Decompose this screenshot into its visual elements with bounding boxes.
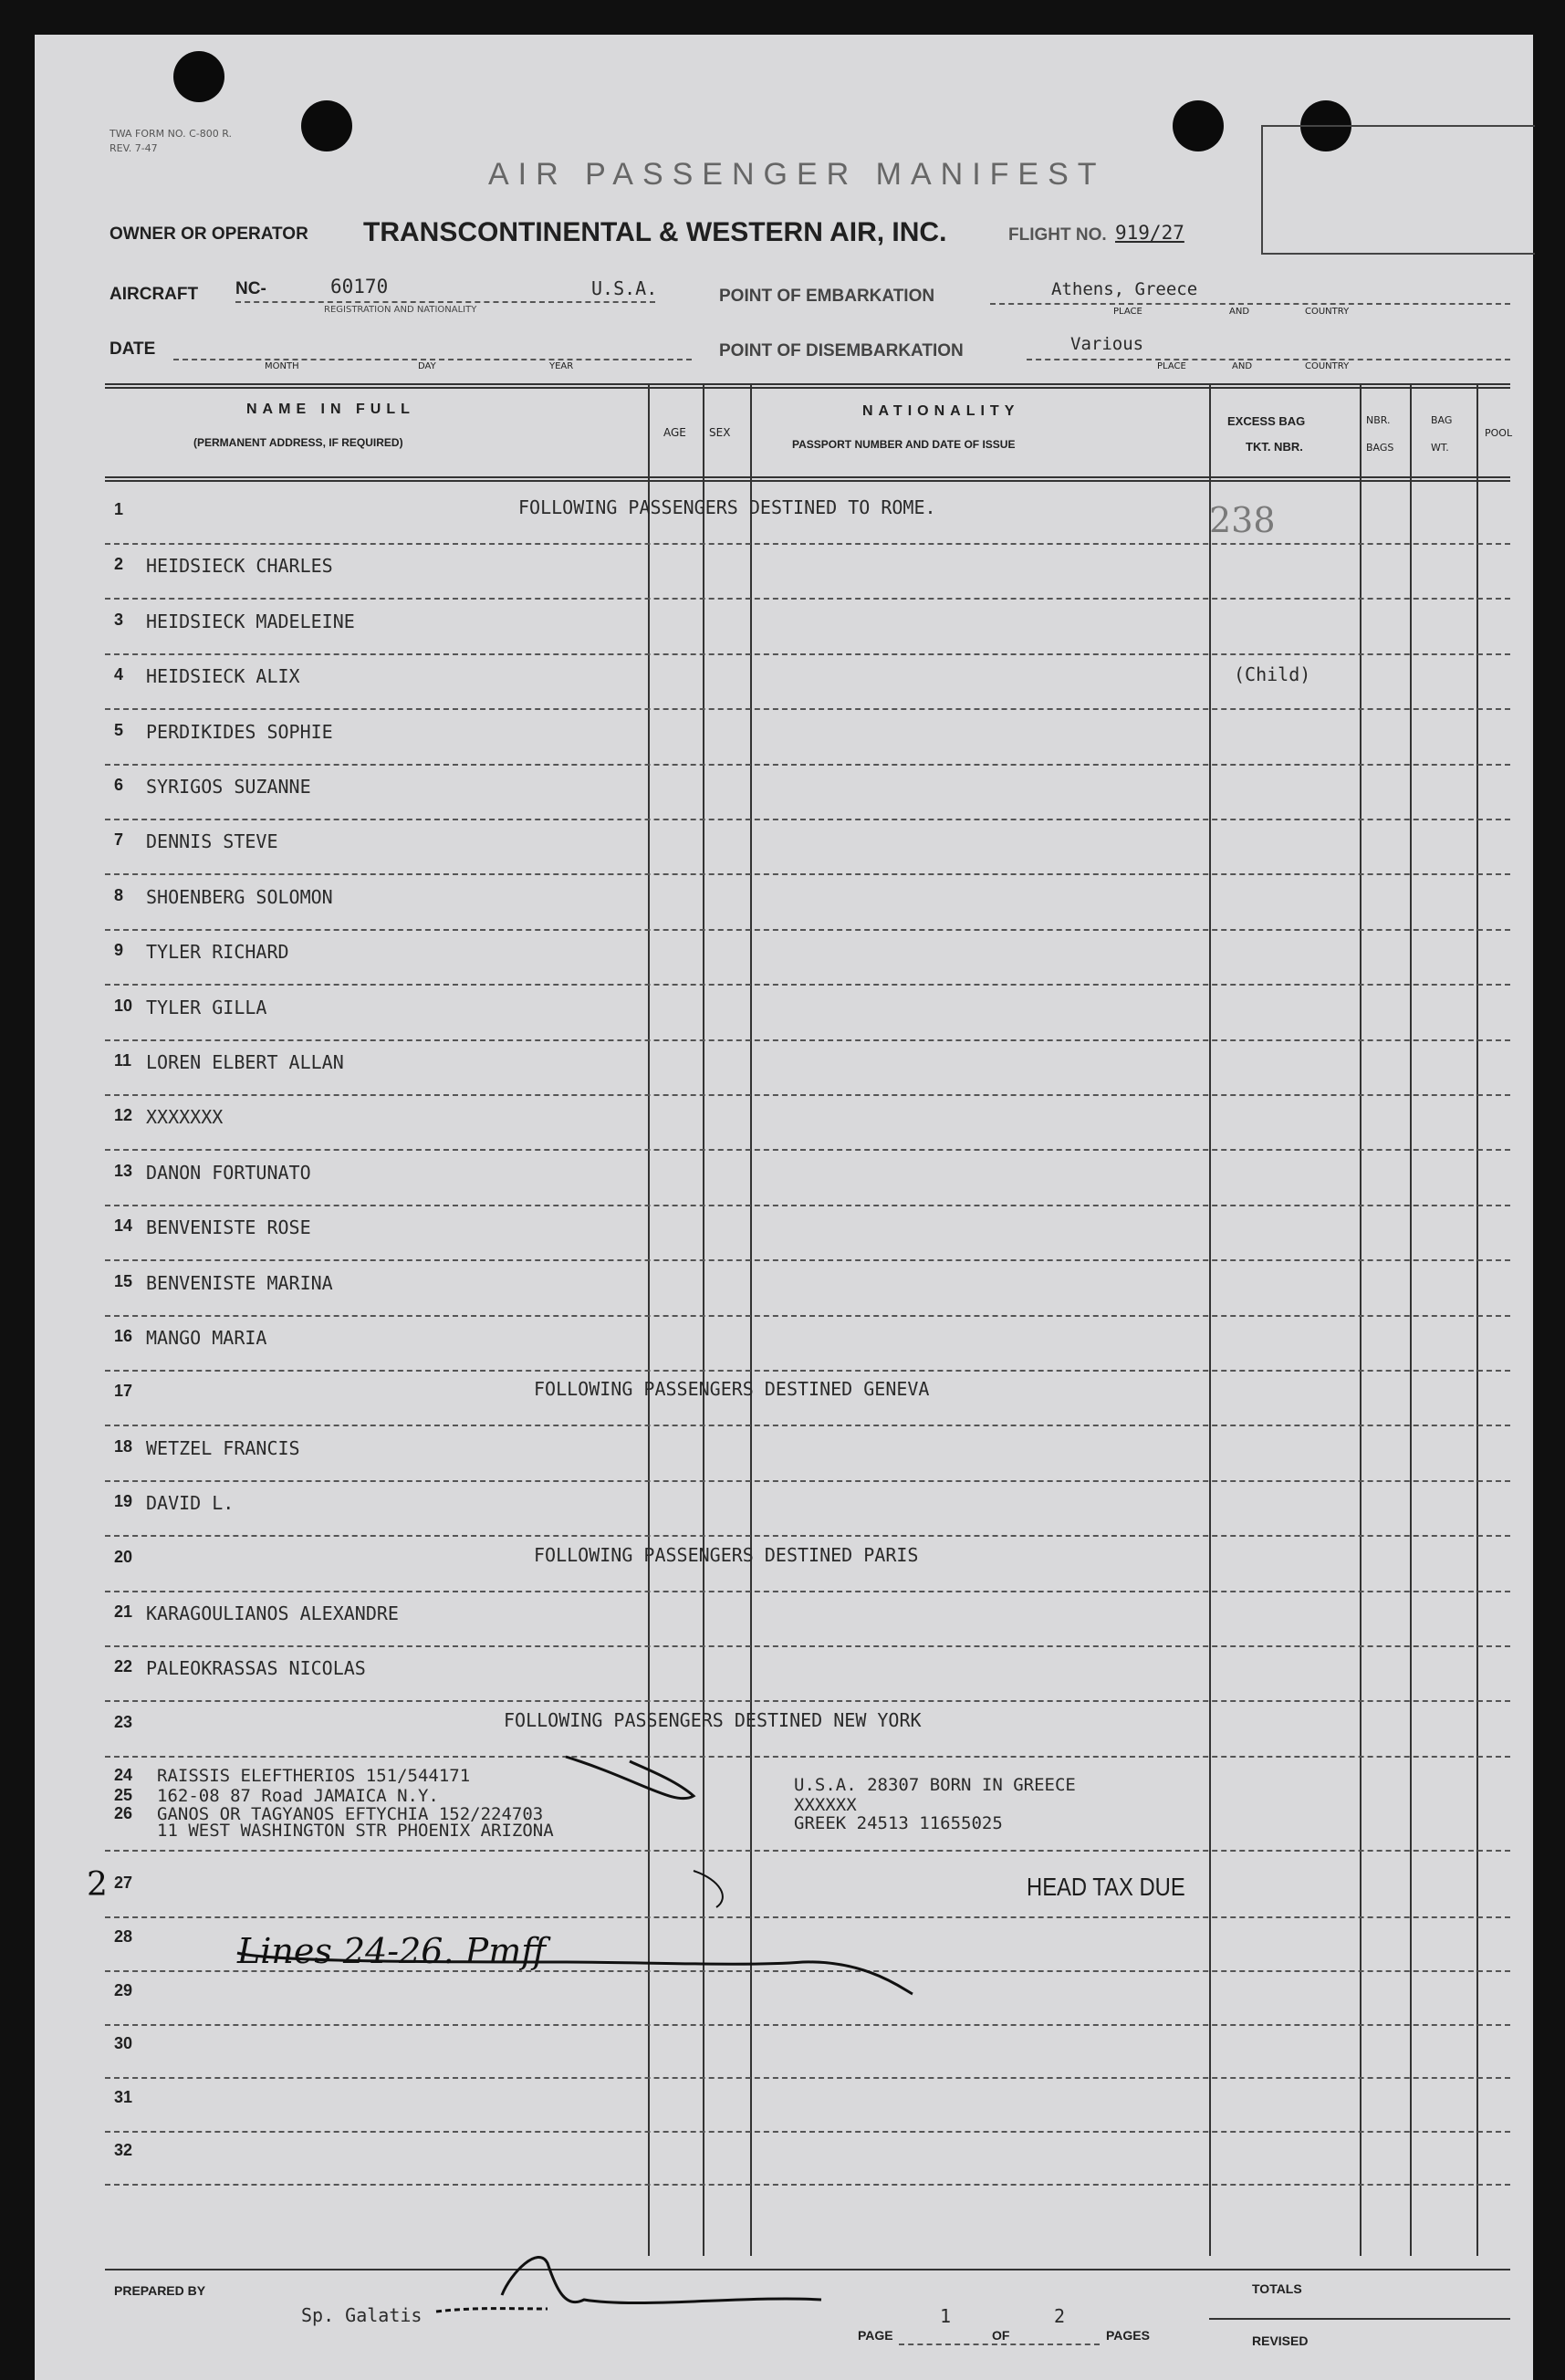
row-number: 24	[114, 1765, 133, 1784]
owner-label: OWNER OR OPERATOR	[110, 224, 308, 244]
aircraft-label: AIRCRAFT	[110, 285, 199, 304]
punch-hole-mid-left	[301, 100, 352, 151]
date-month: MONTH	[265, 361, 299, 371]
col-line-weight	[1476, 385, 1478, 2256]
row-number: 8	[114, 885, 124, 904]
row-rule	[105, 708, 1510, 710]
row-rule	[105, 2024, 1510, 2026]
header-name: NAME IN FULL	[246, 402, 415, 417]
header-name-sub: (PERMANENT ADDRESS, IF REQUIRED)	[193, 436, 403, 449]
passenger-name: LOREN ELBERT ALLAN	[146, 1051, 344, 1073]
destination-note: FOLLOWING PASSENGERS DESTINED TO ROME.	[518, 496, 936, 518]
row-number: 23	[114, 1712, 133, 1731]
row-number: 5	[114, 720, 124, 739]
page-title: AIR PASSENGER MANIFEST	[488, 157, 1106, 192]
header-nbr: NBR.	[1366, 414, 1391, 426]
row-number: 27	[114, 1874, 133, 1893]
page-underline	[899, 2343, 1100, 2345]
destination-note: FOLLOWING PASSENGERS DESTINED GENEVA	[534, 1378, 930, 1401]
row-number: 25	[114, 1785, 133, 1804]
passenger-name: SHOENBERG SOLOMON	[146, 885, 333, 908]
passenger-name: PERDIKIDES SOPHIE	[146, 720, 333, 743]
row-rule	[105, 2131, 1510, 2133]
row-number: 18	[114, 1436, 133, 1456]
row-rule	[105, 1591, 1510, 1592]
row-number: 1	[114, 500, 124, 518]
row-rule	[105, 819, 1510, 820]
row-rule	[105, 2184, 1510, 2186]
header-nationality-sub: PASSPORT NUMBER AND DATE OF ISSUE	[792, 438, 1016, 451]
row-rule	[105, 1916, 1510, 1918]
passenger-name: 11 WEST WASHINGTON STR PHOENIX ARIZONA	[157, 1820, 554, 1841]
passenger-name: HEIDSIECK CHARLES	[146, 555, 333, 578]
disembarkation-underline	[1027, 359, 1510, 360]
totals-rule	[1209, 2318, 1510, 2320]
row-rule	[105, 1425, 1510, 1426]
header-excess-bag: EXCESS BAG	[1227, 414, 1306, 428]
header-nationality: NATIONALITY	[862, 403, 1020, 419]
header-pool: POOL	[1485, 427, 1513, 439]
passenger-name: TYLER RICHARD	[146, 941, 289, 964]
nationality-passport: GREEK 24513 11655025	[794, 1812, 1003, 1833]
row-number: 3	[114, 610, 124, 629]
row-rule	[105, 1756, 1510, 1758]
passenger-name: XXXXXXX	[146, 1106, 224, 1129]
passenger-name: MANGO MARIA	[146, 1327, 267, 1349]
row-number: 28	[114, 1927, 133, 1946]
destination-note: FOLLOWING PASSENGERS DESTINED PARIS	[534, 1543, 919, 1566]
table-bottom-rule	[105, 2269, 1510, 2270]
revision: REV. 7-47	[110, 142, 158, 154]
disembarkation-place: PLACE	[1157, 361, 1186, 371]
row-number: 31	[114, 2087, 133, 2106]
aircraft-sublabel: REGISTRATION AND NATIONALITY	[324, 305, 477, 315]
row-number: 15	[114, 1271, 133, 1290]
row-rule	[105, 1645, 1510, 1647]
row-number: 20	[114, 1547, 133, 1566]
row-number: 9	[114, 941, 124, 960]
row-number: 14	[114, 1216, 133, 1236]
row-rule	[105, 2077, 1510, 2079]
col-line-nationality	[1209, 385, 1211, 2256]
disembarkation-label: POINT OF DISEMBARKATION	[719, 341, 964, 360]
passenger-name: GANOS OR TAGYANOS EFTYCHIA 152/224703	[157, 1803, 544, 1824]
header-rule-top-2	[105, 387, 1510, 389]
page-total: 2	[1054, 2305, 1066, 2327]
flight-number: 919/27	[1115, 222, 1184, 244]
passenger-name: BENVENISTE ROSE	[146, 1216, 311, 1239]
header-wt: WT.	[1431, 442, 1449, 454]
punch-hole-left	[173, 51, 224, 102]
row-rule	[105, 1370, 1510, 1372]
punch-hole-mid-right	[1173, 100, 1224, 151]
page-label: PAGE	[858, 2328, 893, 2343]
ticket-number: 238	[1209, 500, 1276, 540]
row-number: 10	[114, 996, 133, 1015]
header-bag: BAG	[1431, 414, 1453, 426]
passenger-name: DENNIS STEVE	[146, 830, 278, 853]
row-rule	[105, 929, 1510, 931]
date-day: DAY	[418, 361, 436, 371]
disembarkation-and: AND	[1232, 361, 1253, 371]
passenger-name: KARAGOULIANOS ALEXANDRE	[146, 1602, 399, 1624]
handwriting-line27: Lines 24-26. Pmff	[237, 1931, 547, 1971]
row-rule	[105, 1700, 1510, 1702]
embarkation-place: PLACE	[1113, 307, 1142, 317]
passenger-name: DANON FORTUNATO	[146, 1161, 311, 1184]
row-number: 22	[114, 1657, 133, 1676]
passenger-name: 162-08 87 Road JAMAICA N.Y.	[157, 1785, 439, 1806]
row-rule	[105, 1315, 1510, 1317]
row-number: 2	[114, 555, 124, 574]
row-rule	[105, 653, 1510, 655]
passenger-name: DAVID L.	[146, 1492, 235, 1515]
embarkation-label: POINT OF EMBARKATION	[719, 287, 935, 306]
ticket-number: (Child)	[1234, 663, 1311, 686]
embarkation-value: Athens, Greece	[1051, 279, 1198, 299]
passenger-name: PALEOKRASSAS NICOLAS	[146, 1657, 366, 1680]
owner-value: TRANSCONTINENTAL & WESTERN AIR, INC.	[363, 217, 947, 247]
page-number: 1	[940, 2305, 952, 2327]
row-rule	[105, 1259, 1510, 1261]
nationality-passport: XXXXXX	[794, 1794, 857, 1815]
destination-note: FOLLOWING PASSENGERS DESTINED NEW YORK	[504, 1708, 922, 1731]
header-rule-top	[105, 383, 1510, 385]
row-number: 32	[114, 2141, 133, 2160]
header-rule-bottom-2	[105, 480, 1510, 482]
row-rule	[105, 1149, 1510, 1151]
row-number: 30	[114, 2034, 133, 2053]
row-rule	[105, 1535, 1510, 1537]
header-rule-bottom	[105, 476, 1510, 478]
row-number: 21	[114, 1602, 133, 1621]
col-line-ticket	[1360, 385, 1362, 2256]
row-number: 4	[114, 665, 124, 684]
passenger-name: WETZEL FRANCIS	[146, 1436, 300, 1459]
prepared-by-name: Sp. Galatis	[301, 2304, 423, 2326]
date-label: DATE	[110, 339, 156, 359]
totals-label: TOTALS	[1252, 2281, 1302, 2296]
head-tax-stamp: HEAD TAX DUE	[1027, 1873, 1185, 1901]
aircraft-prefix: NC-	[235, 279, 266, 298]
row-rule	[105, 873, 1510, 875]
row-rule	[105, 1205, 1510, 1206]
row-rule	[105, 598, 1510, 600]
row-rule	[105, 764, 1510, 766]
date-underline	[173, 359, 692, 360]
passenger-name: HEIDSIECK ALIX	[146, 665, 300, 688]
row-number: 19	[114, 1492, 133, 1511]
row-number: 13	[114, 1161, 133, 1180]
date-year: YEAR	[549, 361, 574, 371]
row-number: 16	[114, 1327, 133, 1345]
embarkation-underline	[990, 303, 1510, 305]
row-rule	[105, 1480, 1510, 1482]
header-age: AGE	[663, 426, 686, 439]
aircraft-nationality: U.S.A.	[591, 277, 658, 299]
row-rule	[105, 1850, 1510, 1852]
stamp-box	[1261, 125, 1535, 255]
embarkation-country: COUNTRY	[1305, 307, 1350, 317]
passenger-name: TYLER GILLA	[146, 996, 267, 1018]
disembarkation-value: Various	[1070, 334, 1144, 354]
passenger-name: HEIDSIECK MADELEINE	[146, 610, 355, 632]
header-sex: SEX	[709, 426, 731, 439]
row-number: 7	[114, 830, 124, 850]
margin-mark: 2	[87, 1866, 108, 1904]
nationality-passport: U.S.A. 28307 BORN IN GREECE	[794, 1774, 1076, 1795]
row-rule	[105, 1094, 1510, 1096]
disembarkation-country: COUNTRY	[1305, 361, 1350, 371]
row-number: 26	[114, 1803, 133, 1822]
row-rule	[105, 1039, 1510, 1041]
passenger-name: RAISSIS ELEFTHERIOS 151/544171	[157, 1765, 471, 1786]
row-rule	[105, 984, 1510, 986]
passenger-name: SYRIGOS SUZANNE	[146, 776, 311, 798]
passenger-name: BENVENISTE MARINA	[146, 1271, 333, 1294]
embarkation-and: AND	[1229, 307, 1250, 317]
flight-label: FLIGHT NO.	[1008, 225, 1107, 245]
row-number: 11	[114, 1051, 132, 1070]
row-rule	[105, 543, 1510, 545]
col-line-age	[703, 385, 704, 2256]
col-line-sex	[750, 385, 752, 2256]
row-number: 6	[114, 776, 124, 794]
revised-label: REVISED	[1252, 2333, 1309, 2348]
row-number: 17	[114, 1382, 133, 1401]
row-number: 29	[114, 1980, 133, 1999]
prepared-by-label: PREPARED BY	[114, 2283, 206, 2298]
header-bags: BAGS	[1366, 442, 1394, 454]
col-line-bags	[1410, 385, 1412, 2256]
aircraft-registration: 60170	[330, 276, 389, 298]
pages-label: PAGES	[1106, 2328, 1150, 2343]
row-number: 12	[114, 1106, 133, 1125]
aircraft-underline	[235, 301, 655, 303]
col-line-name	[648, 385, 650, 2256]
header-tkt-nbr: TKT. NBR.	[1246, 440, 1303, 454]
form-number: TWA FORM NO. C-800 R.	[110, 128, 232, 140]
of-label: OF	[992, 2328, 1010, 2343]
